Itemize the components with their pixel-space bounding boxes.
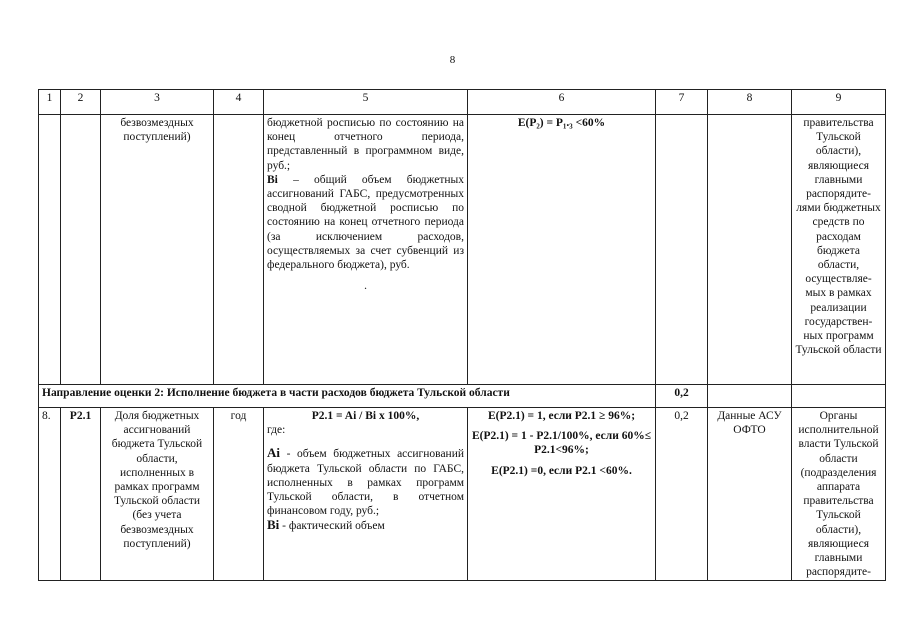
indicator-row bbox=[39, 408, 886, 581]
formula-text: - объем бюджетных ассигнований бюджета Тульской области по ГАБС, исполненных в рамках программ Тульской области, в отчетном финансовом году, руб.; bbox=[267, 448, 465, 518]
criterion-2: E(P2.1) = 1 - P2.1/100%, если 60%≤ P2.1<96%; bbox=[471, 430, 652, 457]
indicator-weight: 0,2 bbox=[656, 408, 708, 581]
empty-cell bbox=[39, 115, 61, 385]
empty-cell bbox=[708, 115, 792, 385]
header-cell: 2 bbox=[61, 90, 101, 115]
criterion-1: E(P2.1) = 1, если P2.1 ≥ 96%; bbox=[487, 410, 636, 422]
header-cell: 5 bbox=[264, 90, 468, 115]
symbol-ai: Ai bbox=[267, 445, 280, 461]
direction-row bbox=[39, 385, 886, 408]
stray-dot: · bbox=[363, 283, 368, 296]
criteria-cont: E(P₂) = P₁.₃ <60% bbox=[468, 115, 656, 385]
symbol-bi: Bi bbox=[267, 517, 280, 533]
indicator-period: год bbox=[214, 408, 264, 581]
header-cell: 7 bbox=[656, 90, 708, 115]
header-row bbox=[39, 90, 886, 115]
formula-text: - фактический объем bbox=[282, 520, 385, 533]
formula-description-cont bbox=[264, 115, 468, 385]
header-cell: 8 bbox=[708, 90, 792, 115]
empty-cell bbox=[214, 115, 264, 385]
page-number: 8 bbox=[449, 54, 456, 66]
responsible: Органы исполнительной власти Тульской области (подразделения аппарата правительства Тульской области), являющиеся главными распорядите- bbox=[792, 408, 886, 581]
indicator-code: P2.1 bbox=[61, 408, 101, 581]
direction-label: Направление оценки 2: Исполнение бюджета в части расходов бюджета Тульской области bbox=[39, 385, 656, 408]
data-source: Данные АСУ ОФТО bbox=[708, 408, 792, 581]
formula-description bbox=[264, 408, 468, 581]
empty-cell bbox=[708, 385, 792, 408]
criteria bbox=[468, 408, 656, 581]
responsible-cont: правительства Тульской области), являющиеся главными распорядите-лями бюджетных средств по расходам бюджета области, осуществляе-мых в рамках реализации государствен-ных программ Тульской области bbox=[792, 115, 886, 385]
empty-cell bbox=[656, 115, 708, 385]
indicator-name-cont: безвозмездных поступлений) bbox=[101, 115, 214, 385]
direction-weight: 0,2 bbox=[656, 385, 708, 408]
header-cell: 4 bbox=[214, 90, 264, 115]
empty-cell bbox=[792, 385, 886, 408]
empty-cell bbox=[61, 115, 101, 385]
formula: P2.1 = Ai / Bi x 100%, bbox=[311, 410, 420, 422]
indicator-name: Доля бюджетных ассигнований бюджета Тульской области, исполненных в рамках программ Тульской области (без учета безвозмездных поступлений) bbox=[101, 408, 214, 581]
header-cell: 1 bbox=[39, 90, 61, 115]
symbol-bi: Bi bbox=[267, 173, 278, 186]
criterion-3: E(P2.1) =0, если P2.1 <60%. bbox=[491, 464, 632, 477]
continuation-row bbox=[39, 115, 886, 385]
criteria-table bbox=[38, 89, 886, 581]
header-cell: 3 bbox=[101, 90, 214, 115]
header-cell: 6 bbox=[468, 90, 656, 115]
row-number: 8. bbox=[39, 408, 61, 581]
formula-text: – общий объем бюджетных ассигнований ГАБС, предусмотренных сводной бюджетной росписью по состоянию на конец отчетного периода (за исключением расходов, осуществляемых за счет субвенций из федерального бюджета), руб. bbox=[267, 173, 465, 272]
formula-text: бюджетной росписью по состоянию на конец отчетного периода, представленный в программном виде, руб.; bbox=[267, 117, 464, 172]
header-cell: 9 bbox=[792, 90, 886, 115]
formula-where: где: bbox=[267, 424, 286, 437]
